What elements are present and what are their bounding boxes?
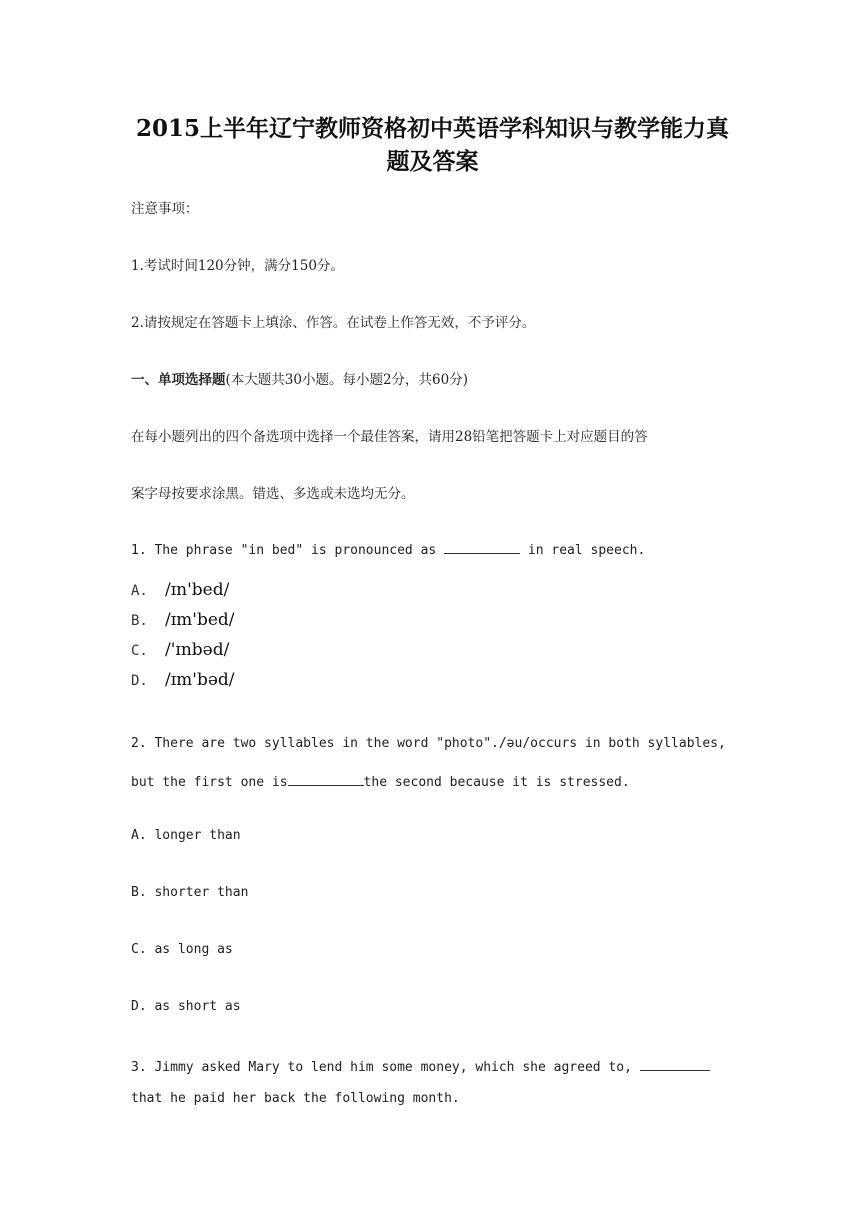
question-3-stem-line-2: that he paid her back the following month. (131, 1091, 460, 1106)
question-1-option-c (131, 640, 229, 660)
question-2-option-c: C. as long as (131, 942, 233, 957)
question-2-stem-line-2 (131, 771, 630, 790)
question-1-option-a (131, 580, 229, 600)
option-letter: A. (131, 583, 148, 599)
notice-item-2: 2.请按规定在答题卡上填涂、作答。在试卷上作答无效，不予评分。 (131, 315, 536, 331)
option-letter: D. (131, 673, 148, 689)
question-2-stem-line-1: 2. There are two syllables in the word "photo"./əu/occurs in both syllables, (131, 736, 726, 751)
question-1-stem-post: in real speech. (527, 543, 646, 558)
notice-heading: 注意事项： (131, 201, 199, 217)
question-3-stem-pre: 3. Jimmy asked Mary to lend him some money, which she agreed to, (131, 1060, 632, 1075)
title-line-1: 2015上半年辽宁教师资格初中英语学科知识与教学能力真 (135, 115, 729, 142)
question-2-option-a: A. longer than (131, 828, 241, 843)
option-letter: B. (131, 613, 148, 629)
option-ipa: /ɪm'bed/ (165, 610, 235, 630)
question-2-stem-pre: but the first one is (131, 775, 288, 790)
question-1-blank (444, 539, 520, 554)
section-1-instruction-line-2: 案字母按要求涂黑。错选、多选或未选均无分。 (131, 486, 415, 502)
title-line-2: 题及答案 (386, 148, 479, 175)
question-1-stem (131, 539, 645, 558)
option-letter: C. (131, 643, 148, 659)
option-ipa: /'ɪnbəd/ (165, 640, 230, 660)
question-2-option-d: D. as short as (131, 999, 241, 1014)
document-title (100, 112, 765, 178)
section-1-heading (131, 368, 468, 388)
option-ipa: /ɪm'bəd/ (165, 670, 235, 690)
question-1-option-d (131, 670, 235, 690)
notice-item-1: 1.考试时间120分钟，满分150分。 (131, 258, 344, 274)
question-1-option-b (131, 610, 235, 630)
question-2-option-b: B. shorter than (131, 885, 249, 900)
question-3-blank (640, 1056, 710, 1071)
question-2-stem-post: the second because it is stressed. (363, 775, 630, 790)
option-ipa: /ɪn'bed/ (165, 580, 230, 600)
section-1-instruction-line-1: 在每小题列出的四个备选项中选择一个最佳答案，请用28铅笔把答题卡上对应题目的答 (131, 429, 648, 445)
section-1-heading-bold: 一、单项选择题 (131, 372, 226, 388)
section-1-heading-rest: (本大题共30小题。每小题2分，共60分) (225, 372, 468, 388)
question-3-stem-line-1 (131, 1056, 710, 1075)
question-1-stem-pre: 1. The phrase "in bed" is pronounced as (131, 543, 437, 558)
question-2-blank (288, 771, 364, 786)
